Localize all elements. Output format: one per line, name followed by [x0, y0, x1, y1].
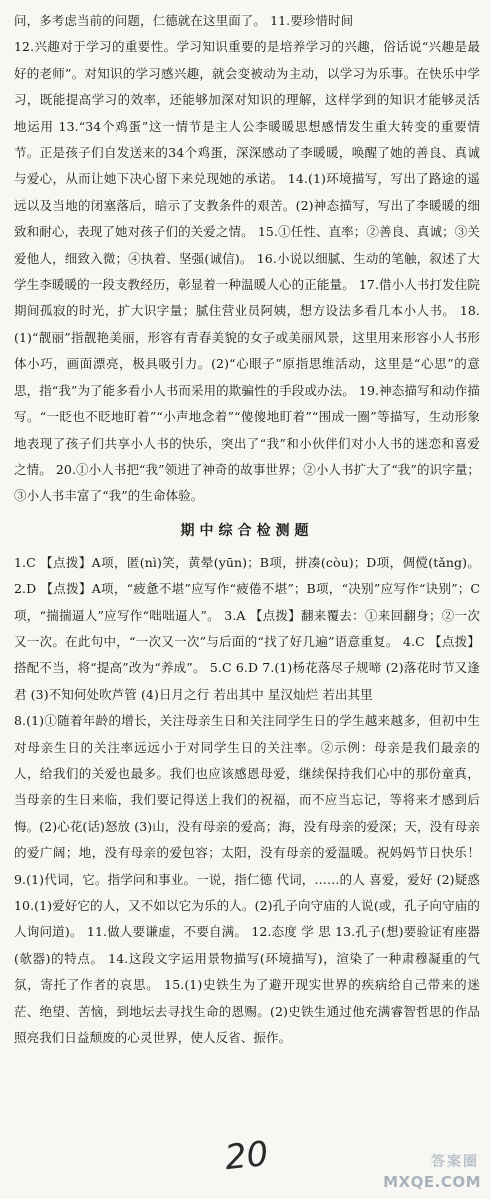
- section-title: 期中综合检测题: [180, 522, 314, 539]
- watermark-url: MXQE.COM: [383, 1173, 481, 1191]
- answer-paragraph-reading: 12.兴趣对于学习的重要性。学习知识重要的是培养学习的兴趣，俗话说“兴趣是最好的老师”。对知识的学习感兴趣，就会变被动为主动，以学习为乐事。在快乐中学习，既能提高学习的效率，还能够加深对知识的理解，这样学到的知识才能够灵活地运用 13.“34个鸡蛋”这一情节是主人公李暖暖思想感情发生重大转变的重要情节。正是孩子们自发送来的34个鸡蛋，深深感动了李暖暖，唤醒了她的善良、真诚与爱心，从而让她下决心留下来兑现她的承诺。 14.(1)环境描写，写出了路途的遥远以及当地的闭塞落后，暗示了支教条件的艰苦。(2)神态描写，写出了李暖暖的细致和耐心，表现了她对孩子们的关爱之情。 15.①任性、直率；②善良、真诚；③关爱他人，细致入微；④执着、坚强(诚信)。 16.小说以细腻、生动的笔触，叙述了大学生李暖暖的一段支教经历，彰显着一种温暖人心的正能量。 17.借小人书打发住院期间孤寂的时光，扩大识字量；腻住营业员阿姨，想方设法多看几本小人书。 18.(1)“靓丽”指靓艳美丽，形容有青春美貌的女子或美丽风景，这里用来形容小人书形体小巧，画面漂亮，极具吸引力。(2)“心眼子”原指思维活动，这里是“心思”的意思，指“我”为了能多看小人书而采用的欺骗性的手段或办法。 19.神态描写和动作描写。“一眨也不眨地盯着”“小声地念着”“傻傻地盯着”“围成一圈”等描写，生动形象地表现了孩子们共享小人书的快乐，突出了“我”和小伙伴们对小人书的迷恋和喜爱之情。 20.①小人书把“我”领进了神奇的故事世界；②小人书扩大了“我”的识字量；③小人书丰富了“我”的生命体验。: [14, 39, 481, 504]
- exam-answers-part-2: 8.(1)①随着年龄的增长，关注母亲生日和关注同学生日的学生越来越多，但初中生对母亲生日的关注率远远小于对同学生日的关注率。②示例：母亲是我们最亲的人，给我们的关爱也最多。我们也应该感恩母爱，继续保持我们心中的那份童真，当母亲的生日来临，我们要记得送上我们的祝福，而不应当忘记，等将来才感到后悔。(2)心花(话)怒放 (3)山，没有母亲的爱高；海，没有母亲的爱深；天，没有母亲的爱广阔；地，没有母亲的爱包容；太阳，没有母亲的爱温暖。祝妈妈节日快乐！ 9.(1)代词，它。指学问和事业。一说，指仁德 代词，……的人 喜爱，爱好 (2)疑惑 10.(1)爱好它的人，又不如以它为乐的人。(2)孔子向守庙的人说(或，孔子向守庙的人询问道)。 11.做人要谦虚，不要自满。 12.态度 学 思 13.孔子(想)要验证宥座器(欹器)的特点。 14.这段文字运用景物描写(环境描写)，渲染了一种肃穆凝重的气氛，寄托了作者的哀思。 15.(1)史铁生为了避开现实世界的疾病给自己带来的迷茫、绝望、苦恼，到地坛去寻找生命的恩赐。(2)史铁生通过他充满睿智哲思的作品照亮我们日益颓废的心灵世界，使人反省、振作。: [14, 713, 480, 1046]
- answer-text-block: [14, 8, 480, 1051]
- exam-answers-part-1: 1.C 【点拨】A项，匿(nì)笑，黄晕(yūn)；B项，拼凑(còu)；D项，倜傥(tǎng)。 2.D 【点拨】A项，“疲惫不堪”应写作“疲倦不堪”；B项，“决别”应写作“诀别”；C项，“揣揣逼人”应写作“咄咄逼人”。 3.A 【点拨】翻来覆去：①来回翻身；②一次又一次。在此句中，“一次又一次”与后面的“找了好几遍”语意重复。 4.C 【点拨】搭配不当，将“提高”改为“养成”。 5.C 6.D 7.(1)杨花落尽子规啼 (2)落花时节又逢君 (3)不知何处吹芦管 (4)日月之行 若出其中 星汉灿烂 若出其里: [14, 554, 480, 702]
- answer-paragraph-continuation: 问，多考虑当前的问题，仁德就在这里面了。 11.要珍惜时间: [14, 13, 354, 28]
- handwritten-page-number: 20: [223, 1133, 271, 1179]
- watermark-chinese: 答案圈: [431, 1154, 479, 1170]
- site-watermark: [383, 1143, 485, 1193]
